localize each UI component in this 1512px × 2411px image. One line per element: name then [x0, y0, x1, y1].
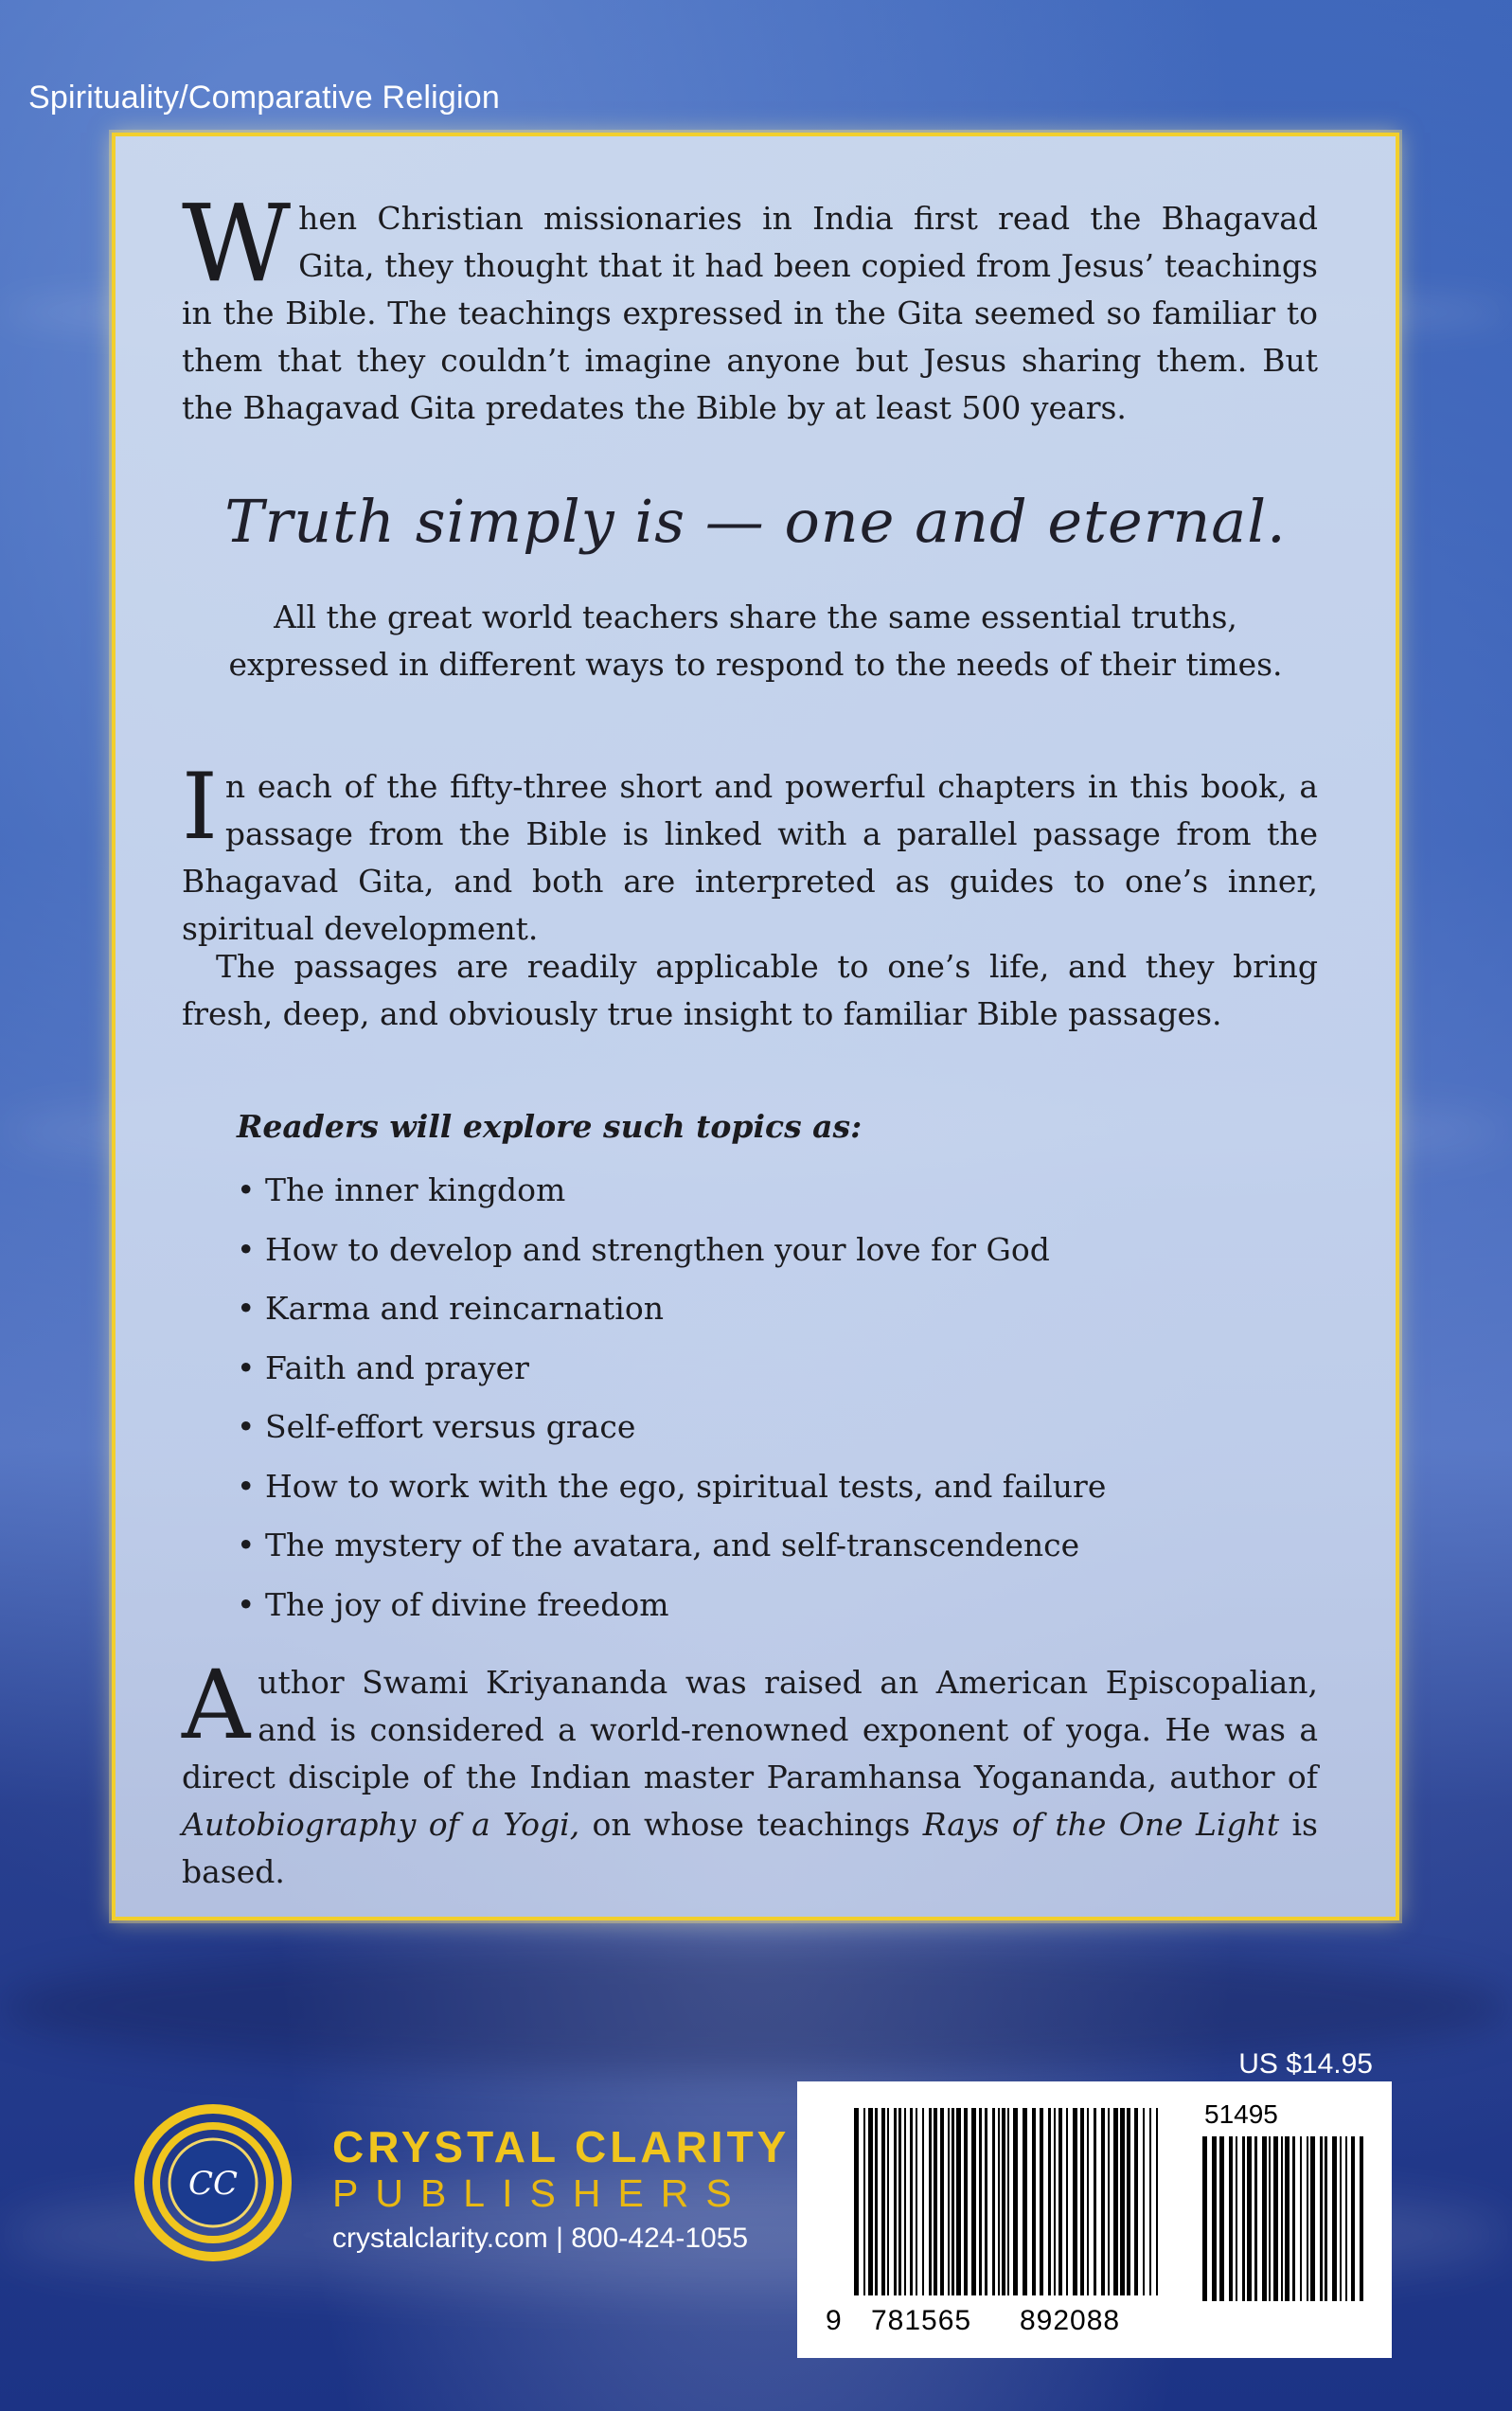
barcode-bar	[1143, 2108, 1145, 2295]
topics-list	[237, 1161, 1106, 1634]
barcode-bar	[1300, 2136, 1302, 2301]
intro-text: hen Christian missionaries in India first read the Bhagavad Gita, they thought that it had been copied from Jesus’ teachings in the Bible. The teachings expressed in the Gita seemed so familiar to them that they couldn’t imagine anyone but Jesus sharing them. But the Bhagavad Gita predates the Bible by at least 500 years.	[182, 200, 1318, 426]
list-item: • Karma and reincarnation	[237, 1279, 1106, 1339]
barcode-bar	[1360, 2136, 1363, 2301]
barcode-bar	[1073, 2108, 1077, 2295]
barcode-bar	[1032, 2108, 1036, 2295]
isbn-group-2: 892088	[1020, 2305, 1121, 2336]
barcode-bar	[1269, 2136, 1271, 2301]
barcode-bar	[1273, 2136, 1278, 2301]
publisher-logo-icon	[133, 2102, 294, 2263]
list-item: • Self-effort versus grace	[237, 1398, 1106, 1457]
barcode-bar	[1202, 2136, 1207, 2301]
barcode-bar	[868, 2108, 873, 2295]
barcode-bar	[887, 2108, 889, 2295]
chapters-paragraph	[182, 754, 1318, 953]
category-label: Spirituality/Comparative Religion	[28, 80, 500, 116]
book-title: Rays of the One Light	[922, 1806, 1280, 1843]
barcode-bar	[940, 2108, 944, 2295]
barcode-bar	[863, 2108, 865, 2295]
barcode-bar	[1040, 2108, 1043, 2295]
barcode-bar	[881, 2108, 885, 2295]
barcode-bar	[916, 2108, 917, 2295]
list-item: • Faith and prayer	[237, 1339, 1106, 1399]
barcode-bar	[1108, 2108, 1110, 2295]
barcode-bar	[1066, 2108, 1068, 2295]
barcode-bar	[1058, 2108, 1062, 2295]
description-panel	[112, 133, 1399, 1920]
barcode-bar	[998, 2108, 1000, 2295]
barcode-bar	[1281, 2136, 1283, 2301]
barcode-bar	[1048, 2108, 1051, 2295]
barcode-bar	[1310, 2136, 1315, 2301]
barcode-bar	[1120, 2108, 1125, 2295]
logo-monogram: CC	[187, 2165, 239, 2203]
truths-line-1: All the great world teachers share the same essential truths,	[274, 598, 1237, 635]
barcode-bar	[1007, 2108, 1009, 2295]
barcode-bar	[1212, 2136, 1217, 2301]
author-text: uthor Swami Kriyananda was raised an American Episcopalian, and is considered a world-renowned exponent of yoga. He was a direct disciple of the Indian master Paramhansa Yogananda, author of	[182, 1664, 1318, 1795]
barcode-bar	[1156, 2108, 1158, 2295]
barcode-bar	[1242, 2136, 1245, 2301]
barcode-bar	[1345, 2136, 1347, 2301]
author-text: on whose teachings	[579, 1806, 923, 1843]
barcode-bar	[985, 2108, 987, 2295]
drop-cap: I	[182, 754, 218, 860]
barcode-bar	[1002, 2108, 1005, 2295]
barcode-bar	[1023, 2108, 1027, 2295]
barcode-bar	[1229, 2136, 1233, 2301]
barcode-bar	[894, 2108, 897, 2295]
list-item: • The mystery of the avatara, and self-transcendence	[237, 1516, 1106, 1576]
barcode	[797, 2081, 1392, 2358]
passages-paragraph: The passages are readily applicable to one’s life, and they bring fresh, deep, and obviously true insight to familiar Bible passages.	[182, 948, 1318, 1032]
barcode-bar	[910, 2108, 913, 2295]
barcode-bar	[922, 2108, 924, 2295]
barcode-bar	[1113, 2108, 1118, 2295]
publisher-contact: crystalclarity.com | 800-424-1055	[332, 2223, 749, 2254]
list-item: • The joy of divine freedom	[237, 1576, 1106, 1635]
barcode-bar	[1087, 2108, 1089, 2295]
barcode-bar	[1094, 2108, 1096, 2295]
barcode-bar	[1262, 2136, 1267, 2301]
list-item: • How to work with the ego, spiritual tests, and failure	[237, 1457, 1106, 1517]
barcode-bar	[1285, 2136, 1290, 2301]
publisher-subtitle: PUBLISHERS	[332, 2171, 749, 2215]
barcode-bar	[1307, 2136, 1308, 2301]
list-item: • The inner kingdom	[237, 1161, 1106, 1221]
drop-cap: A	[182, 1650, 251, 1760]
barcode-bar	[1292, 2136, 1295, 2301]
barcode-bar	[1134, 2108, 1138, 2295]
barcode-bar	[1332, 2136, 1337, 2301]
tagline: Truth simply is — one and eternal.	[224, 487, 1287, 556]
barcode-bar	[948, 2108, 950, 2295]
barcode-bar	[1236, 2136, 1237, 2301]
barcode-bar	[1054, 2108, 1056, 2295]
drop-cap: W	[182, 183, 292, 306]
price-label: US $14.95	[1238, 2048, 1373, 2080]
barcode-bar	[1127, 2108, 1130, 2295]
barcode-bar	[1340, 2136, 1342, 2301]
barcode-bar	[1101, 2108, 1105, 2295]
book-title: Autobiography of a Yogi,	[182, 1806, 580, 1843]
isbn-prefix: 9	[826, 2305, 843, 2336]
barcode-bar	[964, 2108, 968, 2295]
barcode-bar	[971, 2108, 976, 2295]
barcode-bar	[992, 2108, 995, 2295]
barcode-bar	[854, 2108, 859, 2295]
topics-heading: Readers will explore such topics as:	[237, 1108, 863, 1145]
barcode-bar	[1013, 2108, 1018, 2295]
truths-statement	[116, 594, 1396, 688]
barcode-bar	[904, 2108, 906, 2295]
barcode-bar	[1320, 2136, 1323, 2301]
barcode-bar	[979, 2108, 982, 2295]
author-text: is based.	[182, 1806, 1318, 1890]
barcode-bar	[956, 2108, 961, 2295]
barcode-bar	[1080, 2108, 1084, 2295]
chapters-text: n each of the fifty-three short and powerful chapters in this book, a passage from the Bible is linked with a parallel passage from the Bhagavad Gita, and both are interpreted as guides to one’s inner, spiritual development.	[182, 768, 1318, 947]
barcode-bar	[934, 2108, 937, 2295]
intro-paragraph	[182, 183, 1318, 432]
isbn-group-1: 781565	[871, 2305, 972, 2336]
truths-line-2: expressed in different ways to respond to the needs of their times.	[228, 646, 1283, 683]
barcode-bar	[1219, 2136, 1224, 2301]
author-paragraph	[182, 1650, 1318, 1896]
barcode-bar	[1247, 2136, 1252, 2301]
add-on-number: 51495	[1204, 2099, 1278, 2129]
barcode-bar	[1351, 2136, 1355, 2301]
barcode-bar	[1325, 2136, 1327, 2301]
barcode-bar	[1149, 2108, 1151, 2295]
list-item: • How to develop and strengthen your love for God	[237, 1221, 1106, 1280]
barcode-bar	[952, 2108, 954, 2295]
barcode-bar	[1254, 2136, 1257, 2301]
barcode-bar	[875, 2108, 878, 2295]
barcode-bar	[898, 2108, 901, 2295]
barcode-bar	[929, 2108, 932, 2295]
publisher-name: CRYSTAL CLARITY	[332, 2122, 791, 2171]
